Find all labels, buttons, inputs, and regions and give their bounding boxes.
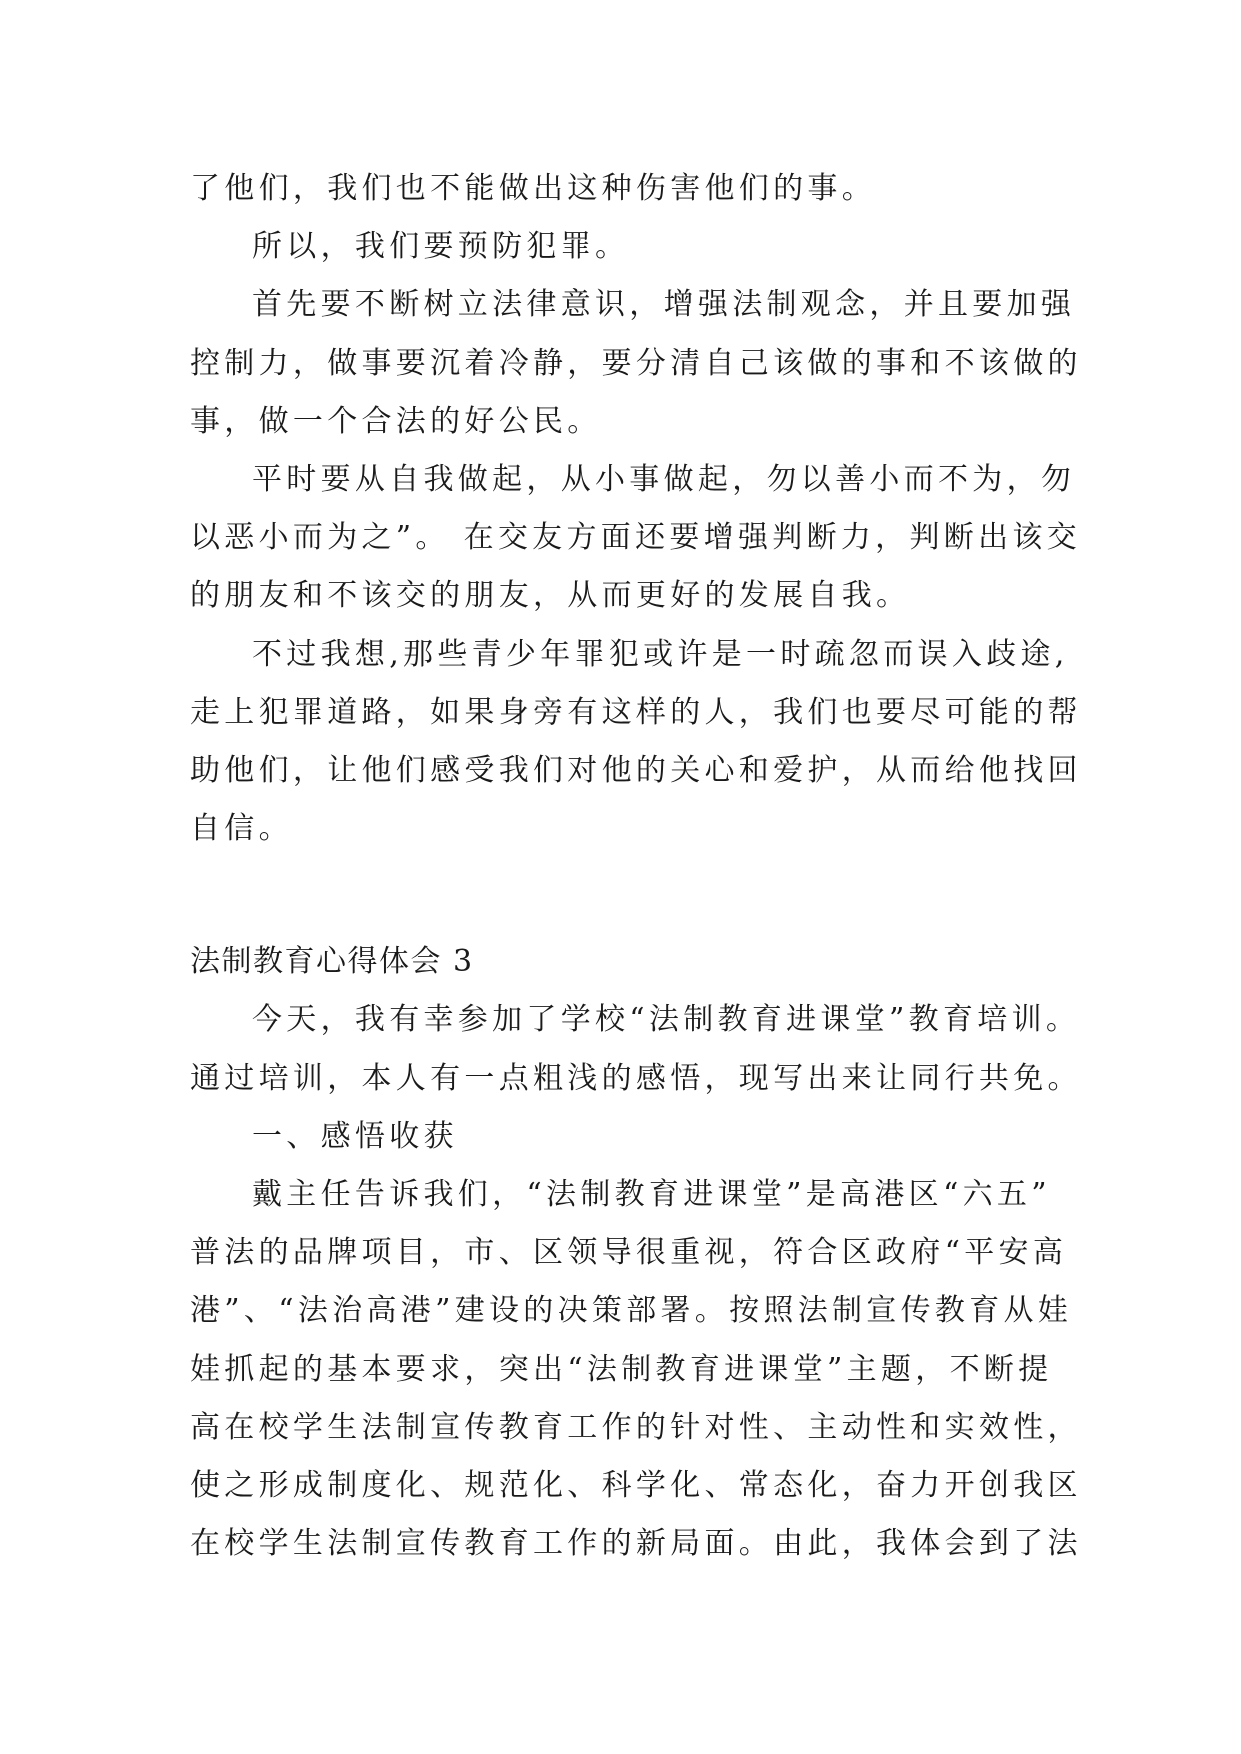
text-line: 使之形成制度化、规范化、科学化、常态化，奋力开创我区: [190, 1467, 1082, 1503]
text-line: 首先要不断树立法律意识，增强法制观念，并且要加强: [252, 287, 1076, 323]
text-line: 的朋友和不该交的朋友，从而更好的发展自我。: [190, 578, 911, 614]
text-line: 娃抓起的基本要求，突出“法制教育进课堂”主题，不断提: [190, 1351, 1053, 1387]
section-title: 法制教育心得体会 3: [190, 944, 474, 980]
text-line: 了他们，我们也不能做出这种伤害他们的事。: [190, 171, 876, 206]
text-line: 平时要从自我做起，从小事做起，勿以善小而不为，勿: [252, 461, 1076, 497]
text-line: 走上犯罪道路，如果身旁有这样的人，我们也要尽可能的帮: [190, 694, 1082, 730]
text-line: 控制力，做事要沉着冷静，要分清自己该做的事和不该做的: [190, 345, 1082, 381]
text-line: 不过我想,那些青少年罪犯或许是一时疏忽而误入歧途,: [252, 636, 1069, 672]
document-page: [190, 160, 1082, 1573]
text-line: 自信。: [190, 811, 293, 847]
text-line: 通过培训，本人有一点粗浅的感悟，现写出来让同行共免。: [190, 1060, 1082, 1096]
text-line: 港”、“法治高港”建设的决策部署。按照法制宣传教育从娃: [190, 1293, 1073, 1329]
text-line: 高在校学生法制宣传教育工作的针对性、主动性和实效性，: [190, 1409, 1082, 1445]
text-line: 今天，我有幸参加了学校“法制教育进课堂”教育培训。: [252, 1002, 1081, 1038]
text-line: 戴主任告诉我们，“法制教育进课堂”是高港区“六五”: [252, 1177, 1051, 1212]
text-line: 事，做一个合法的好公民。: [190, 403, 602, 439]
section-gap: [190, 858, 1050, 933]
text-line: 在校学生法制宣传教育工作的新局面。由此，我体会到了法: [190, 1526, 1082, 1562]
text-line: 以恶小而为之”。 在交友方面还要增强判断力，判断出该交: [190, 520, 1081, 556]
text-line: 所以，我们要预防犯罪。: [252, 229, 630, 265]
subheading: 一、感悟收获: [252, 1118, 458, 1154]
text-line: 普法的品牌项目，市、区领导很重视，符合区政府“平安高: [190, 1235, 1068, 1271]
text-line: 助他们，让他们感受我们对他的关心和爱护，从而给他找回: [190, 752, 1082, 788]
